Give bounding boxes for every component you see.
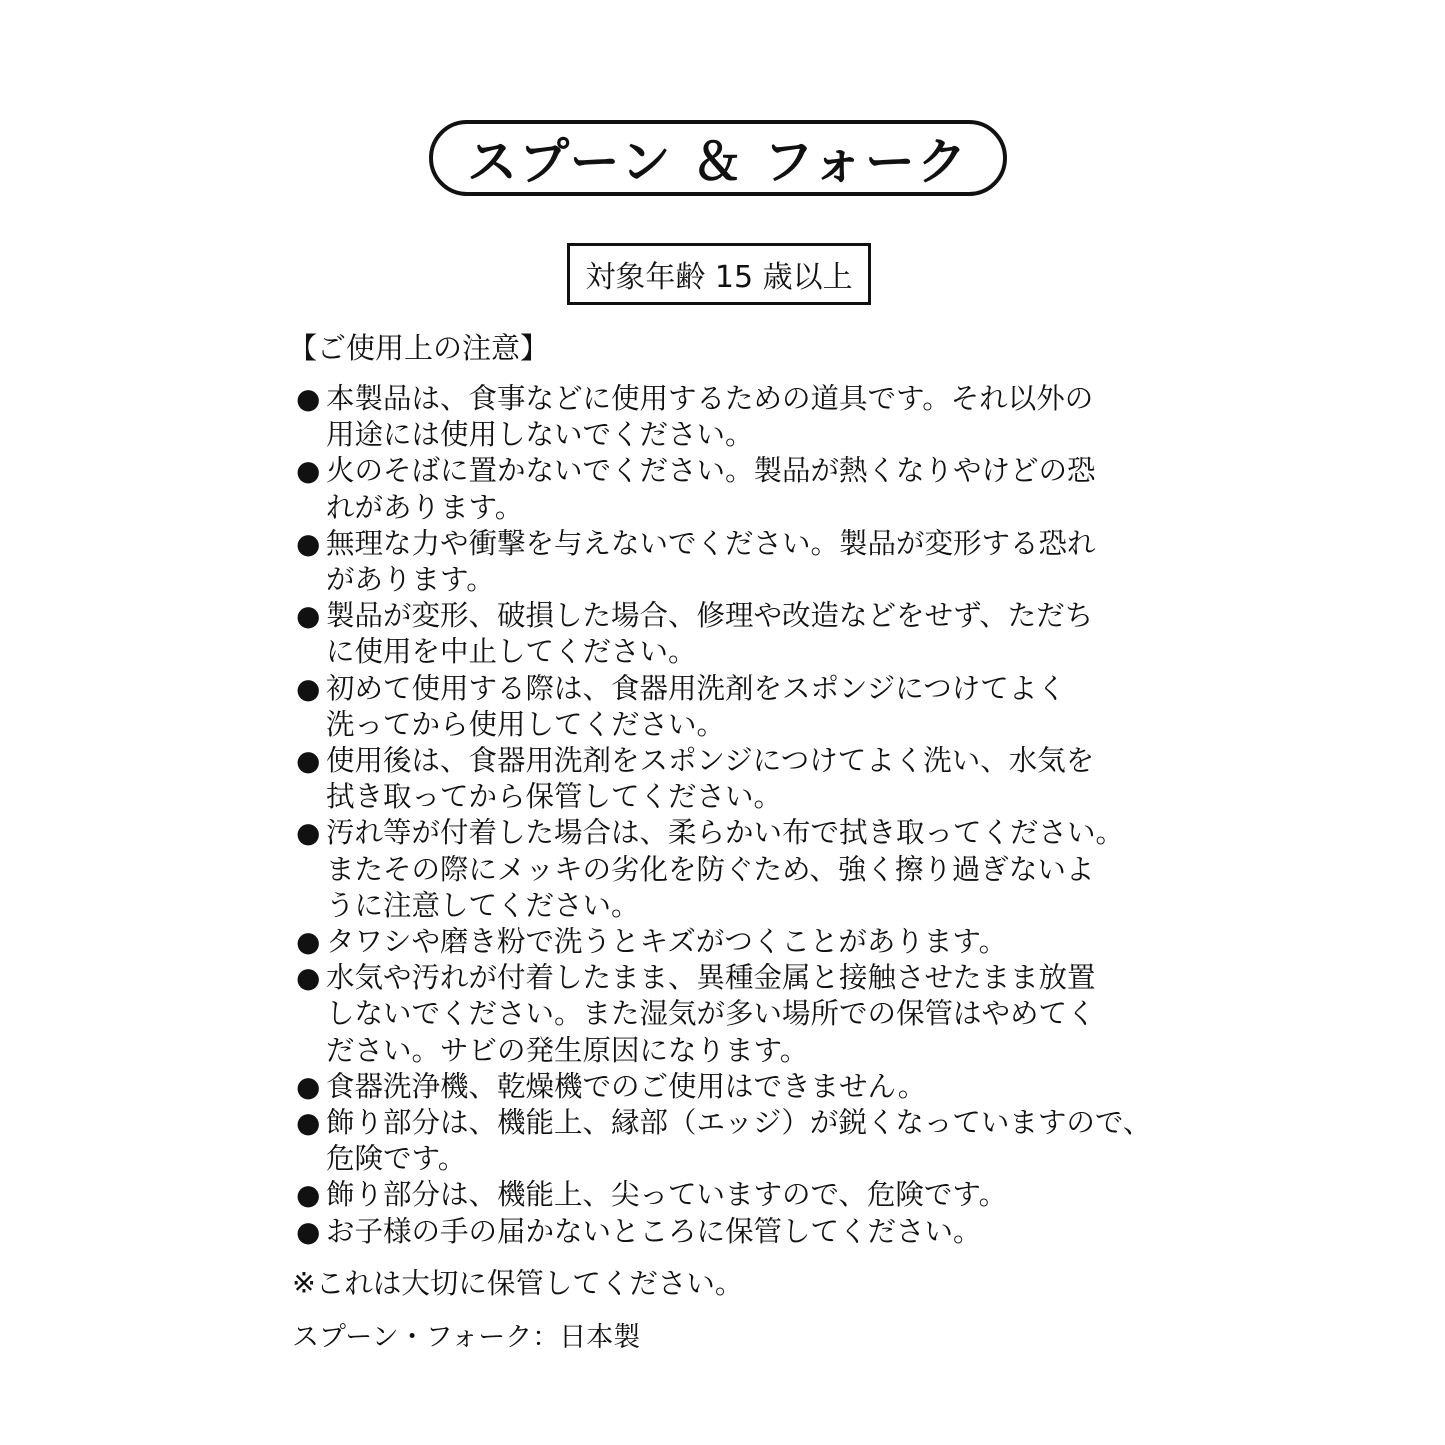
bullet-icon: ● xyxy=(296,816,321,850)
storage-note: ※これは大切に保管してください。 xyxy=(292,1267,744,1300)
caution-text: 無理な力や衝撃を与えないでください。製品が変形する恐れ があります。 xyxy=(326,526,1096,597)
origin-label: スプーン・フォーク：日本製 xyxy=(292,1322,641,1353)
caution-list xyxy=(296,381,1196,1250)
caution-item xyxy=(296,453,1196,525)
title-frame xyxy=(429,120,1007,196)
caution-item xyxy=(296,1069,1196,1105)
bullet-icon: ● xyxy=(296,744,321,778)
bullet-icon: ● xyxy=(296,1069,321,1103)
bullet-icon: ● xyxy=(296,1106,321,1140)
bullet-icon: ● xyxy=(296,1178,321,1212)
age-label: 対象年齢 15 歳以上 xyxy=(585,260,853,295)
page-title: スプーン ＆ フォーク xyxy=(467,133,969,191)
bullet-icon: ● xyxy=(296,382,321,415)
bullet-icon: ● xyxy=(296,526,321,560)
bullet-icon: ● xyxy=(296,961,321,995)
caution-item xyxy=(296,815,1196,924)
caution-item xyxy=(296,381,1196,453)
caution-text: 本製品は、食事などに使用するための道具です。それ以外の 用途には使用しないでください。 xyxy=(326,382,1094,452)
caution-text: 汚れ等が付着した場合は、柔らかい布で拭き取ってください。 またその際にメッキの劣化を防ぐため、強く擦り過ぎないよ うに注意してください。 xyxy=(326,816,1125,922)
caution-text: 火のそばに置かないでください。製品が熱くなりやけどの恐 れがあります。 xyxy=(326,454,1096,524)
caution-text: 食器洗浄機、乾燥機でのご使用はできません。 xyxy=(326,1069,927,1103)
caution-item xyxy=(296,1105,1196,1177)
caution-item xyxy=(296,960,1196,1069)
bullet-icon: ● xyxy=(296,454,321,488)
caution-item xyxy=(296,1177,1196,1213)
bullet-icon: ● xyxy=(296,925,321,959)
caution-item xyxy=(296,924,1196,960)
caution-text: 製品が変形、破損した場合、修理や改造などをせず、ただち に使用を中止してください。 xyxy=(326,599,1094,669)
bullet-icon: ● xyxy=(296,1214,321,1248)
caution-item xyxy=(296,671,1196,743)
caution-item xyxy=(296,526,1196,598)
caution-text: 飾り部分は、機能上、縁部（エッジ）が鋭くなっていますので、 危険です。 xyxy=(326,1106,1152,1176)
caution-text: 初めて使用する際は、食器用洗剤をスポンジにつけてよく 洗ってから使用してください。 xyxy=(326,671,1066,741)
caution-item xyxy=(296,598,1196,670)
caution-text: 使用後は、食器用洗剤をスポンジにつけてよく洗い、水気を 拭き取ってから保管してください。 xyxy=(326,744,1095,814)
caution-text: 水気や汚れが付着したまま、異種金属と接触させたまま放置 しないでください。また湿気が多い場所での保管はやめてく ださい。サビの発生原因になります。 xyxy=(326,961,1096,1067)
bullet-icon: ● xyxy=(296,671,321,705)
caution-item xyxy=(296,1214,1196,1250)
caution-text: 飾り部分は、機能上、尖っていますので、危険です。 xyxy=(326,1178,1008,1212)
age-label-box xyxy=(567,243,871,305)
caution-text: タワシや磨き粉で洗うとキズがつくことがあります。 xyxy=(326,925,1008,959)
caution-text: お子様の手の届かないところに保管してください。 xyxy=(326,1214,982,1248)
section-heading: 【ご使用上の注意】 xyxy=(288,331,550,365)
caution-item xyxy=(296,743,1196,815)
bullet-icon: ● xyxy=(296,599,321,633)
